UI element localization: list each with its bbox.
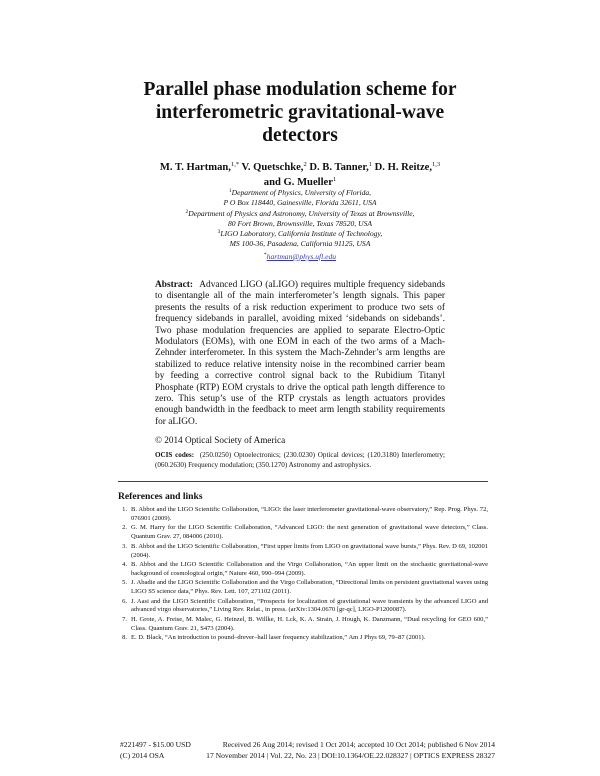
affiliation-line: $^1$Department of Physics, University of Florida, <box>228 188 372 197</box>
page-footer <box>120 739 495 761</box>
author: D. B. Tanner,$^1$ <box>309 161 372 173</box>
email-link[interactable]: hartman@phys.ufl.edu <box>266 251 337 261</box>
author-list <box>120 160 480 190</box>
author: D. H. Reitze,$^{1,3}$ <box>374 161 441 173</box>
reference-list <box>118 506 488 644</box>
footer-article-id: #221497 - $15.00 USD <box>120 740 191 749</box>
footer-row <box>120 750 495 761</box>
footer-dates: Received 26 Aug 2014; revised 1 Oct 2014; accepted 10 Oct 2014; published 6 Nov 2014 <box>222 740 495 749</box>
section-divider <box>118 481 488 482</box>
author: V. Quetschke,$^2$ <box>241 161 307 173</box>
affiliation-line: $^2$Department of Physics and Astronomy, University of Texas at Brownsville, <box>185 208 415 218</box>
footer-journal-info: 17 November 2014 | Vol. 22, No. 23 | DOI:10.1364/OE.22.028327 | OPTICS EXPRESS 28327 <box>206 751 495 760</box>
affiliations <box>120 188 480 262</box>
affiliation-line: 80 Fort Brown, Brownsville, Texas 78520, USA <box>227 218 373 228</box>
reference-item: 3. B. Abbot and the LIGO Scientific Collaboration, “First upper limits from LIGO on gravitational wave bursts,” Phys. Rev. D 69, 102001 (2004). <box>122 542 488 559</box>
reference-item: 8. E. D. Black, “An introduction to pound–drever–hall laser frequency stabilization,” Am J Phys 69, 79–87 (2001). <box>122 634 426 642</box>
reference-item: 5. J. Abadie and the LIGO Scientific Collaboration and the Virgo Collaboration, “Directional limits on persistent gravitational waves using LIGO S5 science data,” Phys. Rev. Lett. 107, 271102 (2011). <box>122 579 489 596</box>
references-heading: References and links <box>118 491 203 502</box>
author: M. T. Hartman,$^{1,*}$ <box>159 161 240 173</box>
affiliation-line: P O Box 118440, Gainesville, Florida 32611, USA <box>223 198 377 208</box>
affiliation-line: MS 100-36, Pasadena, California 91125, USA <box>229 239 371 249</box>
affiliation-line: $^3$LIGO Laboratory, California Institute of Technology, <box>217 229 383 239</box>
ocis-label: OCIS codes: <box>155 451 195 459</box>
abstract-text: Advanced LIGO (aLIGO) requires multiple frequency sidebands to disentangle all of the main interferometer’s length signals. This paper presents the results of a risk reduction experiment to produce two sets of frequency sidebands in parallel, avoiding mixed ‘sidebands on sidebands’. Two phase modulation frequencies are applied to separate Electro-Optic Modulators (EOMs), with one EOM in each of the two arms of a Mach-Zehnder interferometer. In this system the Mach-Zehnder’s arm lengths are stabilized to reduce relative intensity noise in the recombined carrier beam by feeding a corrective control signal back to the Rubidium Titanyl Phosphate (RTP) EOM crystals to drive the optical path length difference to zero. This setup’s use of the RTP crystals as length actuators provides enough bandwidth in the feedback to meet arm length stability requirements for aLIGO. <box>155 280 445 427</box>
abstract <box>155 280 445 428</box>
reference-item: 1. B. Abbot and the LIGO Scientific Collaboration, “LIGO: the laser interferometer gravitational-wave observatory,” Rep. Prog. Phys. 72, 076901 (2009). <box>122 506 488 522</box>
author: and G. Mueller$^1$ <box>263 176 337 188</box>
abstract-label: Abstract: <box>155 280 194 290</box>
footer-copyright: (C) 2014 OSA <box>120 751 165 760</box>
reference-item: 7. H. Grote, A. Freise, M. Malec, G. Heinzel, B. Willke, H. Lck, K. A. Strain, J. Hough, K. Danzmann, “Dual recycling for GEO 600,” Class. Quantum Grav. 21, S473 (2004). <box>122 615 488 632</box>
author-email[interactable]: *hartman@phys.ufl.edu <box>263 251 337 261</box>
reference-item: 4. B. Abbot and the LIGO Scientific Collaboration and the Virgo Collaboration, “An upper limit on the stochastic gravitational-wave background of cosmological origin,” Nature 460, 990–994 (2009). <box>122 560 488 577</box>
reference-item: 6. J. Aasi and the LIGO Scientific Collaboration, “Prospects for localization of gravitational wave transients by the advanced LIGO and advanced virgo observatories,” Living Rev. Relat., in press. (arXiv:1304.0670 [gr-qc], LIGO-P1200087). <box>122 597 488 614</box>
ocis-codes <box>155 451 445 470</box>
paper-title: Parallel phase modulation scheme for interferometric gravitational-wave detectors <box>143 79 457 146</box>
ocis-text: (250.0250) Optoelectronics; (230.0230) Optical devices; (120.3180) Interferometry; (060.2630) Frequency modulation; (350.1270) Astronomy and astrophysics. <box>155 451 445 469</box>
copyright-notice: © 2014 Optical Society of America <box>155 435 286 445</box>
reference-item: 2. G. M. Harry for the LIGO Scientific Collaboration, “Advanced LIGO: the next generation of gravitational wave detectors,” Class. Quantum Grav. 27, 084006 (2010). <box>122 524 488 541</box>
footer-row <box>120 739 495 750</box>
